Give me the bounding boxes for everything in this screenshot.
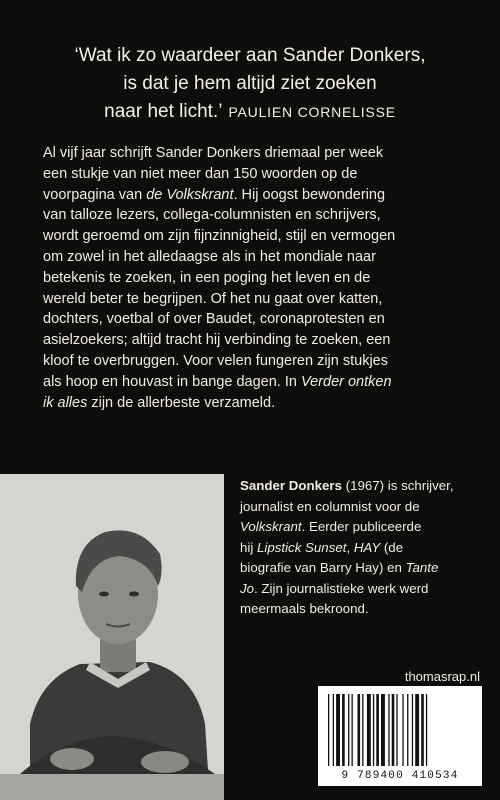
isbn-digits: 9 789400 410534	[341, 770, 459, 782]
author-bio	[240, 476, 485, 620]
bio-line: Jo. Zijn journalistieke werk werd	[240, 580, 429, 596]
publisher-url[interactable]: thomasrap.nl	[404, 669, 480, 684]
blurb-line: kloof te overbruggen. Voor velen fungeren zijn stukjes	[43, 352, 388, 369]
quote-line: naar het licht.’ PAULIEN CORNELISSE	[104, 101, 396, 122]
blurb-line: wordt geroemd om zijn fijnzinnigheid, stijl en vermogen	[43, 228, 396, 245]
newspaper-title: de Volkskrant	[146, 186, 234, 203]
book-blurb	[43, 143, 473, 413]
bio-line: biografie van Barry Hay) en Tante	[240, 560, 439, 575]
blurb-line: betekenis te zoeken, in een poging het leven en de	[43, 269, 371, 286]
author-photo	[0, 474, 224, 800]
blurb-line: wereld beter te begrijpen. Of het nu gaat over katten,	[43, 290, 383, 307]
bio-line: journalist en columnist voor de	[240, 498, 420, 514]
bio-line: Volkskrant. Eerder publiceerde	[240, 519, 422, 534]
author-portrait-icon	[0, 474, 224, 800]
quote-author: PAULIEN CORNELISSE	[228, 104, 396, 120]
author-name: Sander Donkers	[240, 478, 342, 493]
back-cover-quote	[30, 42, 470, 126]
blurb-line: dochters, voetbal of over Baudet, coronaprotesten en	[43, 311, 385, 328]
blurb-line: om zowel in het alledaagse als in het mondiale naar	[43, 248, 376, 265]
book-title: Verder ontken	[300, 373, 392, 390]
book-title: ik alles	[43, 394, 88, 411]
quote-line: ‘Wat ik zo waardeer aan Sander Donkers,	[74, 45, 426, 66]
blurb-line: als hoop en houvast in bange dagen. In Verder ontken	[43, 373, 392, 390]
blurb-line: asielzoekers; altijd tracht hij verbinding te zoeken, een	[43, 332, 391, 349]
isbn-barcode	[318, 686, 482, 786]
blurb-line: van talloze lezers, collega-columnisten en schrijvers,	[43, 207, 381, 224]
blurb-line: een stukje van niet meer dan 150 woorden op de	[43, 165, 358, 182]
bio-line: Sander Donkers (1967) is schrijver,	[240, 478, 454, 493]
barcode-icon	[318, 686, 482, 770]
blurb-line: Al vijf jaar schrijft Sander Donkers driemaal per week	[43, 145, 384, 161]
blurb-line: voorpagina van de Volkskrant. Hij oogst bewondering	[43, 186, 386, 203]
bio-line: hij Lipstick Sunset, HAY (de	[240, 539, 404, 555]
blurb-line: ik alles zijn de allerbeste verzameld.	[43, 394, 276, 411]
quote-line: is dat je hem altijd ziet zoeken	[123, 73, 377, 94]
bio-line: meermaals bekroond.	[240, 601, 369, 616]
